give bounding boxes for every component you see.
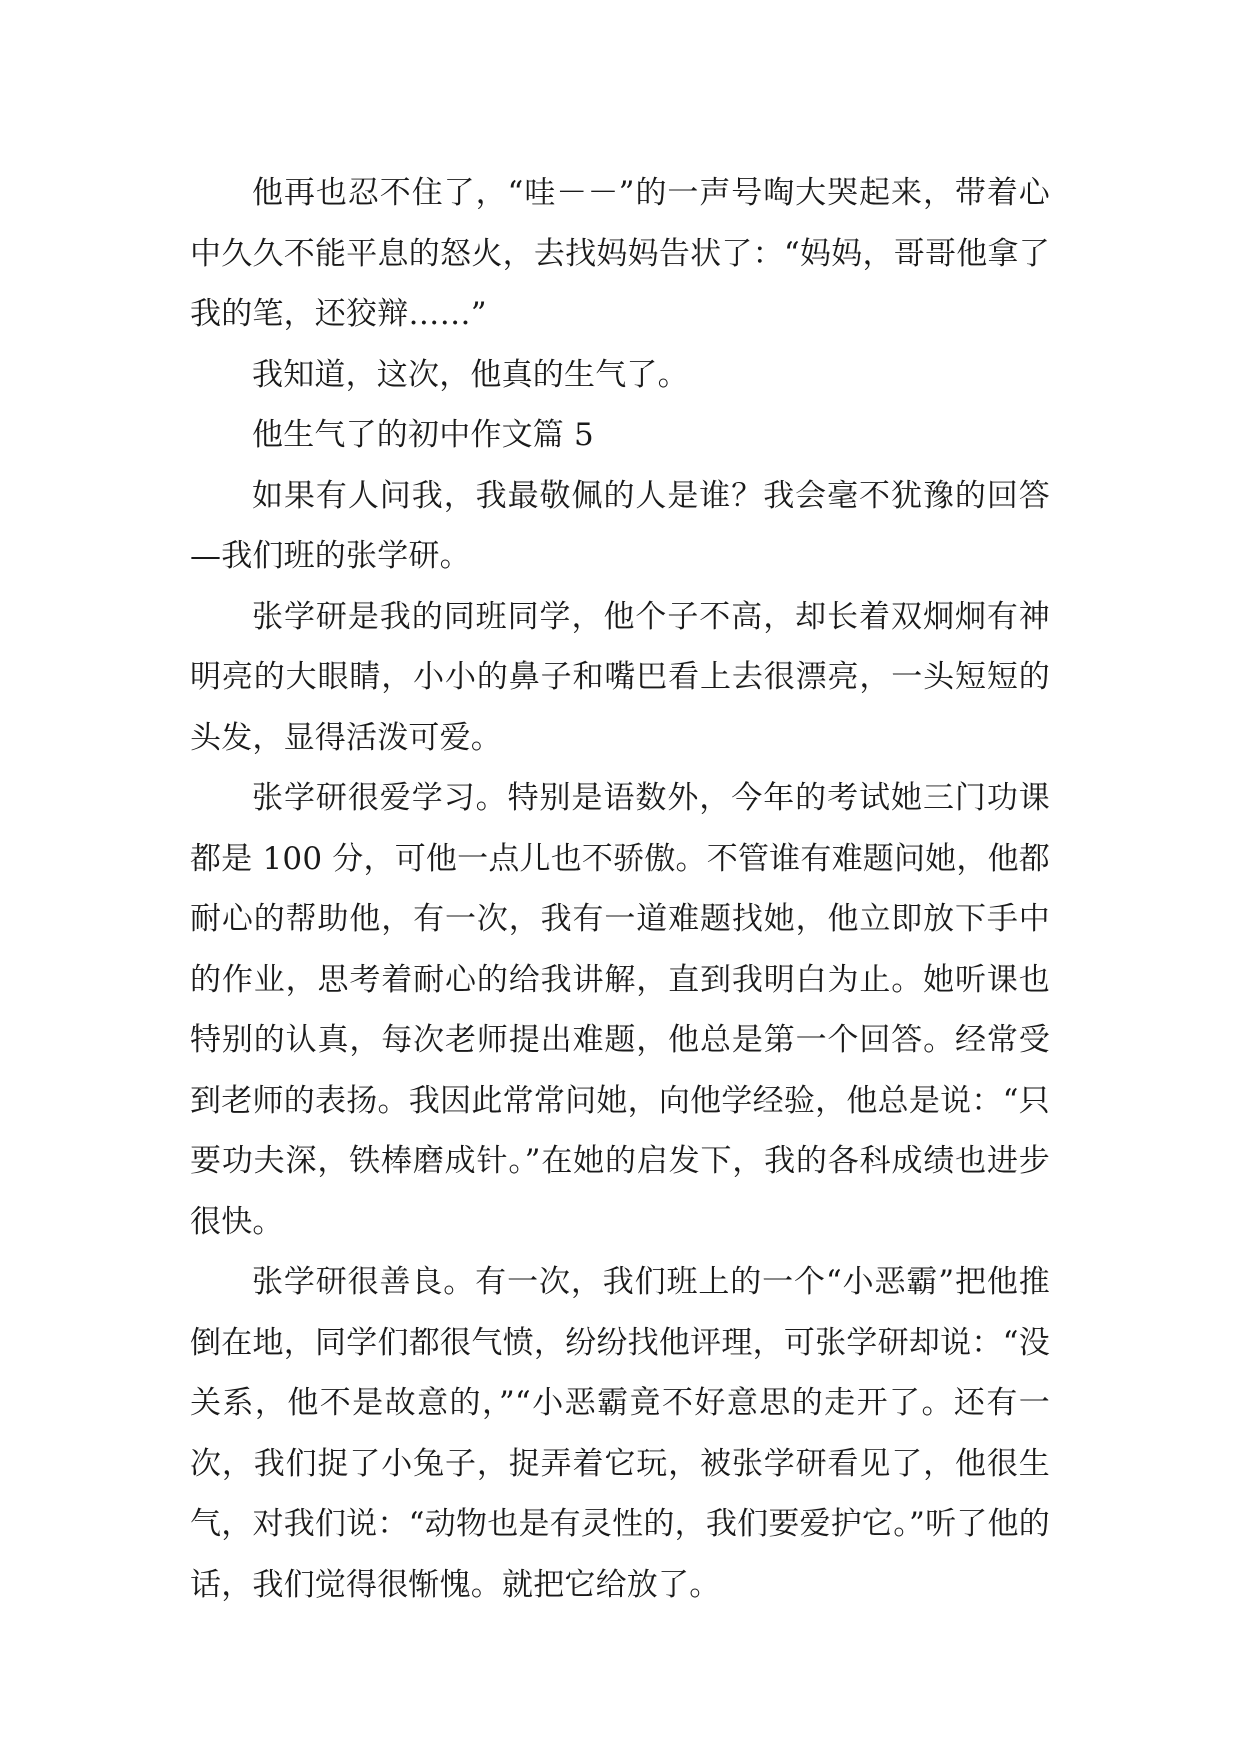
paragraph-4: 张学研是我的同班同学，他个子不高，却长着双炯炯有神明亮的大眼睛，小小的鼻子和嘴巴看上去很漂亮，一头短短的头发，显得活泼可爱。	[190, 598, 1050, 756]
paragraph-3: 如果有人问我，我最敬佩的人是谁？我会毫不犹豫的回答—我们班的张学研。	[190, 477, 1050, 574]
paragraph-5: 张学研很爱学习。特别是语数外，今年的考试她三门功课都是 100 分，可他一点儿也不骄傲。不管谁有难题问她，他都耐心的帮助他，有一次，我有一道难题找她，他立即放下手中的作业，思考着耐心的给我讲解，直到我明白为止。她听课也特别的认真，每次老师提出难题，他总是第一个回答。经常受到老师的表扬。我因此常常问她，向他学经验，他总是说：“只要功夫深，铁棒磨成针。”在她的启发下，我的各科成绩也进步很快。	[190, 780, 1050, 1240]
paragraph-2: 我知道，这次，他真的生气了。	[252, 356, 689, 393]
document-page	[190, 163, 1050, 1615]
section-heading: 他生气了的初中作文篇 5	[252, 417, 594, 453]
paragraph-1: 他再也忍不住了，“哇－－”的一声号啕大哭起来，带着心中久久不能平息的怒火，去找妈妈告状了：“妈妈，哥哥他拿了我的笔，还狡辩……”	[190, 175, 1050, 332]
paragraph-6: 张学研很善良。有一次，我们班上的一个“小恶霸”把他推倒在地，同学们都很气愤，纷纷找他评理，可张学研却说：“没关系，他不是故意的，”“小恶霸竟不好意思的走开了。还有一次，我们捉了小兔子，捉弄着它玩，被张学研看见了，他很生气，对我们说：“动物也是有灵性的，我们要爱护它。”听了他的话，我们觉得很惭愧。就把它给放了。	[190, 1264, 1050, 1603]
